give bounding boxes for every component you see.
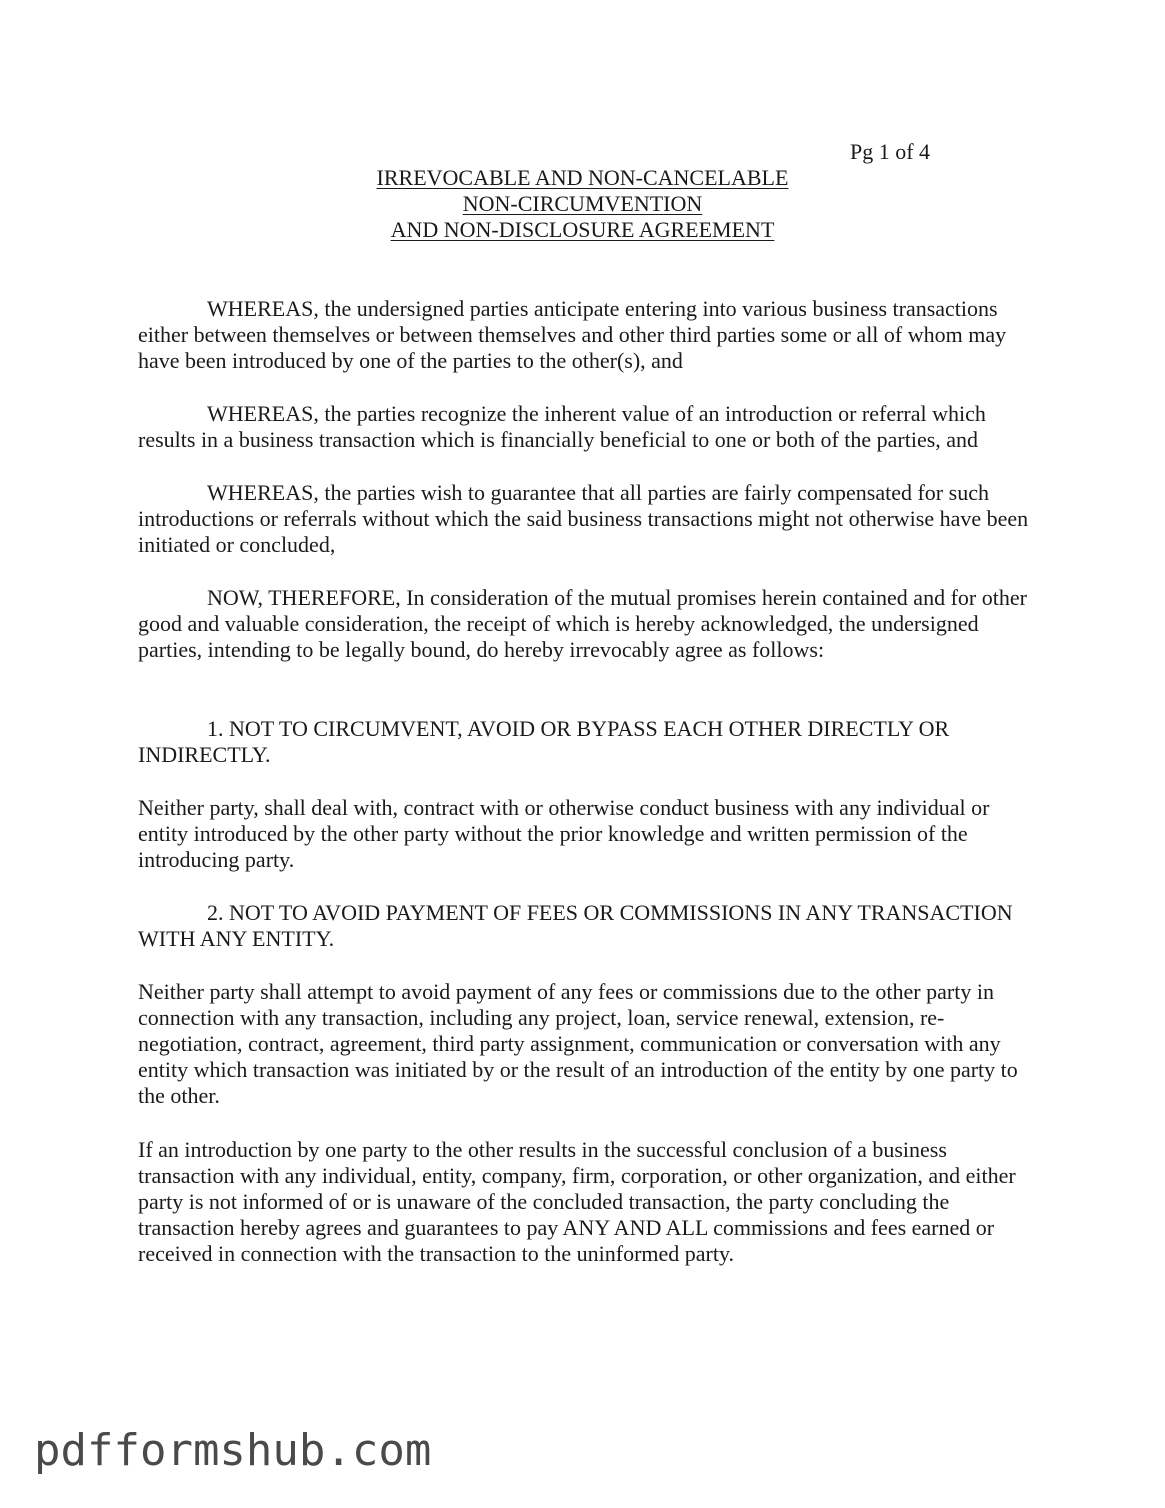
recital-paragraph: WHEREAS, the parties recognize the inherent value of an introduction or referral which results in a business transaction which is financially beneficial to one or both of the parties, and <box>138 401 986 452</box>
recital-1 <box>138 296 1038 374</box>
recital-paragraph: WHEREAS, the undersigned parties anticipate entering into various business transactions either between themselves or between themselves and other third parties some or all of whom may have been introduced by one of the parties to the other(s), and <box>138 296 1007 373</box>
title-line-1: IRREVOCABLE AND NON-CANCELABLE <box>376 165 789 190</box>
section-paragraph: Neither party shall attempt to avoid payment of any fees or commissions due to the other party in connection with any transaction, including any project, loan, service renewal, extension, re-negotiation, contract, agreement, third party assignment, communication or conversation with any entity which transaction was initiated by or the result of an introduction of the entity by one party to the other. <box>138 979 1018 1108</box>
section-paragraph: If an introduction by one party to the other results in the successful conclusion of a business transaction with any individual, entity, company, firm, corporation, or other organization, and either party is not informed of or is unaware of the concluded transaction, the party concluding the transaction hereby agrees and guarantees to pay ANY AND ALL commissions and fees earned or received in connection with the transaction to the uninformed party. <box>138 1137 1016 1266</box>
page-number: Pg 1 of 4 <box>850 139 931 164</box>
recital-4 <box>138 585 1038 663</box>
watermark: pdfformshub.com <box>34 1425 432 1476</box>
section-1-heading <box>138 716 1038 768</box>
section-2-heading <box>138 900 1038 952</box>
recital-2 <box>138 401 1038 453</box>
section-2-body-2 <box>138 1137 1038 1267</box>
section-paragraph: Neither party, shall deal with, contract with or otherwise conduct business with any individual or entity introduced by the other party without the prior knowledge and written permission of the introducing party. <box>138 795 990 872</box>
title-line-3: AND NON-DISCLOSURE AGREEMENT <box>390 217 775 242</box>
recital-3 <box>138 480 1038 558</box>
section-heading: 2. NOT TO AVOID PAYMENT OF FEES OR COMMISSIONS IN ANY TRANSACTION WITH ANY ENTITY. <box>138 900 1013 951</box>
recital-paragraph: NOW, THEREFORE, In consideration of the mutual promises herein contained and for other good and valuable consideration, the receipt of which is hereby acknowledged, the undersigned parties, intending to be legally bound, do hereby irrevocably agree as follows: <box>138 585 1027 662</box>
section-heading: 1. NOT TO CIRCUMVENT, AVOID OR BYPASS EACH OTHER DIRECTLY OR INDIRECTLY. <box>138 716 950 767</box>
section-1-body <box>138 795 1038 873</box>
document-title <box>0 165 1165 243</box>
recital-paragraph: WHEREAS, the parties wish to guarantee that all parties are fairly compensated for such introductions or referrals without which the said business transactions might not otherwise have been initiated or concluded, <box>138 480 1029 557</box>
title-line-2: NON-CIRCUMVENTION <box>462 191 703 216</box>
section-2-body-1 <box>138 979 1038 1109</box>
